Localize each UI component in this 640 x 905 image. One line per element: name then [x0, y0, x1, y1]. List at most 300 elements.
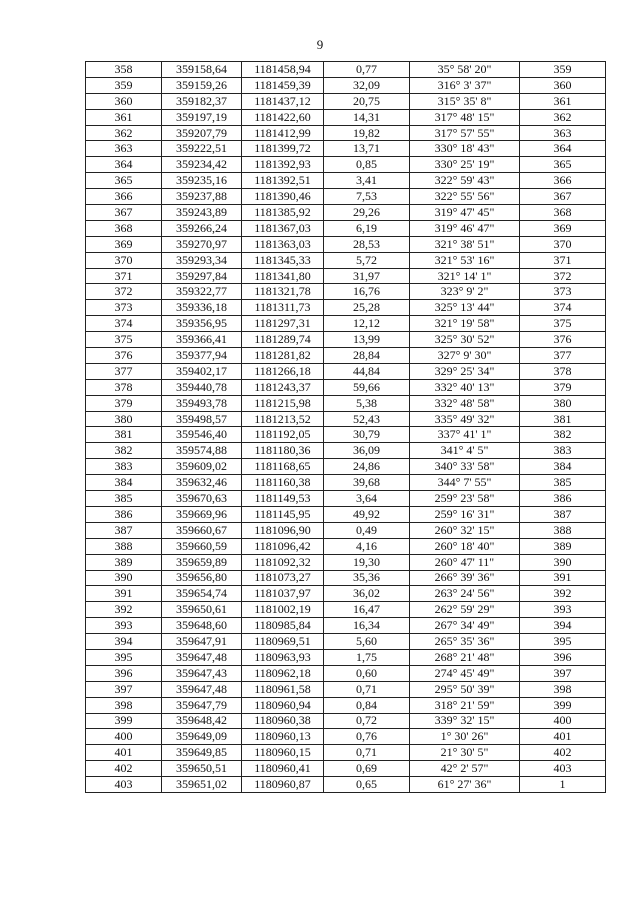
y-coordinate-cell: 1181096,90: [242, 522, 324, 538]
y-coordinate-cell: 1181341,80: [242, 268, 324, 284]
bearing-cell: 341° 4' 5": [410, 443, 520, 459]
distance-cell: 29,26: [324, 205, 410, 221]
x-coordinate-cell: 359322,77: [162, 284, 242, 300]
bearing-cell: 344° 7' 55": [410, 475, 520, 491]
y-coordinate-cell: 1181412,99: [242, 125, 324, 141]
bearing-cell: 267° 34' 49": [410, 618, 520, 634]
y-coordinate-cell: 1180969,51: [242, 634, 324, 650]
next-point-cell: 378: [520, 363, 606, 379]
bearing-cell: 321° 14' 1": [410, 268, 520, 284]
table-row: [86, 141, 606, 157]
bearing-cell: 262° 59' 29": [410, 602, 520, 618]
point-number-cell: 402: [86, 761, 162, 777]
bearing-cell: 322° 59' 43": [410, 173, 520, 189]
next-point-cell: 396: [520, 649, 606, 665]
distance-cell: 0,84: [324, 697, 410, 713]
table-row: [86, 189, 606, 205]
next-point-cell: 388: [520, 522, 606, 538]
bearing-cell: 61° 27' 36": [410, 777, 520, 793]
bearing-cell: 318° 21' 59": [410, 697, 520, 713]
bearing-cell: 329° 25' 34": [410, 363, 520, 379]
x-coordinate-cell: 359297,84: [162, 268, 242, 284]
point-number-cell: 396: [86, 665, 162, 681]
next-point-cell: 381: [520, 411, 606, 427]
point-number-cell: 400: [86, 729, 162, 745]
y-coordinate-cell: 1181180,36: [242, 443, 324, 459]
point-number-cell: 358: [86, 62, 162, 78]
y-coordinate-cell: 1181289,74: [242, 332, 324, 348]
y-coordinate-cell: 1181458,94: [242, 62, 324, 78]
x-coordinate-cell: 359266,24: [162, 220, 242, 236]
distance-cell: 13,99: [324, 332, 410, 348]
x-coordinate-cell: 359656,80: [162, 570, 242, 586]
distance-cell: 28,84: [324, 348, 410, 364]
y-coordinate-cell: 1180960,13: [242, 729, 324, 745]
point-number-cell: 373: [86, 300, 162, 316]
table-row: [86, 506, 606, 522]
distance-cell: 0,71: [324, 745, 410, 761]
table-row: [86, 395, 606, 411]
next-point-cell: 363: [520, 125, 606, 141]
y-coordinate-cell: 1181281,82: [242, 348, 324, 364]
next-point-cell: 392: [520, 586, 606, 602]
bearing-cell: 265° 35' 36": [410, 634, 520, 650]
distance-cell: 0,71: [324, 681, 410, 697]
y-coordinate-cell: 1181297,31: [242, 316, 324, 332]
y-coordinate-cell: 1180960,15: [242, 745, 324, 761]
x-coordinate-cell: 359670,63: [162, 491, 242, 507]
distance-cell: 59,66: [324, 379, 410, 395]
point-number-cell: 361: [86, 109, 162, 125]
table-row: [86, 173, 606, 189]
bearing-cell: 325° 30' 52": [410, 332, 520, 348]
x-coordinate-cell: 359546,40: [162, 427, 242, 443]
next-point-cell: 366: [520, 173, 606, 189]
y-coordinate-cell: 1181399,72: [242, 141, 324, 157]
y-coordinate-cell: 1181367,03: [242, 220, 324, 236]
distance-cell: 36,09: [324, 443, 410, 459]
x-coordinate-cell: 359574,88: [162, 443, 242, 459]
x-coordinate-cell: 359647,79: [162, 697, 242, 713]
table-row: [86, 538, 606, 554]
y-coordinate-cell: 1181392,93: [242, 157, 324, 173]
distance-cell: 0,49: [324, 522, 410, 538]
table-row: [86, 570, 606, 586]
coordinates-table: [85, 61, 606, 793]
bearing-cell: 315° 35' 8": [410, 93, 520, 109]
table-row: [86, 157, 606, 173]
point-number-cell: 393: [86, 618, 162, 634]
point-number-cell: 367: [86, 205, 162, 221]
table-row: [86, 300, 606, 316]
table-row: [86, 586, 606, 602]
next-point-cell: 395: [520, 634, 606, 650]
table-row: [86, 475, 606, 491]
x-coordinate-cell: 359647,48: [162, 681, 242, 697]
distance-cell: 36,02: [324, 586, 410, 602]
table-row: [86, 491, 606, 507]
table-row: [86, 602, 606, 618]
distance-cell: 39,68: [324, 475, 410, 491]
table-row: [86, 109, 606, 125]
next-point-cell: 401: [520, 729, 606, 745]
y-coordinate-cell: 1181213,52: [242, 411, 324, 427]
next-point-cell: 386: [520, 491, 606, 507]
bearing-cell: 323° 9' 2": [410, 284, 520, 300]
distance-cell: 24,86: [324, 459, 410, 475]
point-number-cell: 381: [86, 427, 162, 443]
point-number-cell: 397: [86, 681, 162, 697]
bearing-cell: 317° 57' 55": [410, 125, 520, 141]
y-coordinate-cell: 1181145,95: [242, 506, 324, 522]
point-number-cell: 376: [86, 348, 162, 364]
table-row: [86, 220, 606, 236]
table-row: [86, 125, 606, 141]
table-row: [86, 459, 606, 475]
table-row: [86, 713, 606, 729]
next-point-cell: 387: [520, 506, 606, 522]
y-coordinate-cell: 1180960,87: [242, 777, 324, 793]
x-coordinate-cell: 359234,42: [162, 157, 242, 173]
point-number-cell: 382: [86, 443, 162, 459]
y-coordinate-cell: 1181437,12: [242, 93, 324, 109]
distance-cell: 0,85: [324, 157, 410, 173]
x-coordinate-cell: 359651,02: [162, 777, 242, 793]
distance-cell: 19,30: [324, 554, 410, 570]
y-coordinate-cell: 1181459,39: [242, 77, 324, 93]
distance-cell: 19,82: [324, 125, 410, 141]
next-point-cell: 393: [520, 602, 606, 618]
point-number-cell: 360: [86, 93, 162, 109]
point-number-cell: 368: [86, 220, 162, 236]
distance-cell: 3,41: [324, 173, 410, 189]
distance-cell: 5,38: [324, 395, 410, 411]
x-coordinate-cell: 359377,94: [162, 348, 242, 364]
bearing-cell: 266° 39' 36": [410, 570, 520, 586]
y-coordinate-cell: 1180963,93: [242, 649, 324, 665]
point-number-cell: 386: [86, 506, 162, 522]
distance-cell: 49,92: [324, 506, 410, 522]
bearing-cell: 325° 13' 44": [410, 300, 520, 316]
y-coordinate-cell: 1181311,73: [242, 300, 324, 316]
next-point-cell: 369: [520, 220, 606, 236]
y-coordinate-cell: 1181073,27: [242, 570, 324, 586]
point-number-cell: 392: [86, 602, 162, 618]
x-coordinate-cell: 359660,59: [162, 538, 242, 554]
x-coordinate-cell: 359650,61: [162, 602, 242, 618]
bearing-cell: 260° 47' 11": [410, 554, 520, 570]
bearing-cell: 317° 48' 15": [410, 109, 520, 125]
next-point-cell: 389: [520, 538, 606, 554]
point-number-cell: 391: [86, 586, 162, 602]
distance-cell: 0,65: [324, 777, 410, 793]
bearing-cell: 263° 24' 56": [410, 586, 520, 602]
table-row: [86, 729, 606, 745]
point-number-cell: 359: [86, 77, 162, 93]
table-row: [86, 634, 606, 650]
table-row: [86, 665, 606, 681]
bearing-cell: 335° 49' 32": [410, 411, 520, 427]
bearing-cell: 259° 23' 58": [410, 491, 520, 507]
y-coordinate-cell: 1180960,38: [242, 713, 324, 729]
distance-cell: 52,43: [324, 411, 410, 427]
x-coordinate-cell: 359650,51: [162, 761, 242, 777]
next-point-cell: 364: [520, 141, 606, 157]
y-coordinate-cell: 1180961,58: [242, 681, 324, 697]
table-row: [86, 411, 606, 427]
y-coordinate-cell: 1181266,18: [242, 363, 324, 379]
x-coordinate-cell: 359402,17: [162, 363, 242, 379]
bearing-cell: 332° 48' 58": [410, 395, 520, 411]
next-point-cell: 394: [520, 618, 606, 634]
x-coordinate-cell: 359440,78: [162, 379, 242, 395]
distance-cell: 16,47: [324, 602, 410, 618]
x-coordinate-cell: 359669,96: [162, 506, 242, 522]
next-point-cell: 398: [520, 681, 606, 697]
distance-cell: 13,71: [324, 141, 410, 157]
table-row: [86, 443, 606, 459]
point-number-cell: 388: [86, 538, 162, 554]
bearing-cell: 268° 21' 48": [410, 649, 520, 665]
next-point-cell: 365: [520, 157, 606, 173]
bearing-cell: 321° 38' 51": [410, 236, 520, 252]
x-coordinate-cell: 359659,89: [162, 554, 242, 570]
table-row: [86, 363, 606, 379]
bearing-cell: 35° 58' 20": [410, 62, 520, 78]
point-number-cell: 374: [86, 316, 162, 332]
y-coordinate-cell: 1181392,51: [242, 173, 324, 189]
next-point-cell: 402: [520, 745, 606, 761]
point-number-cell: 403: [86, 777, 162, 793]
y-coordinate-cell: 1181385,92: [242, 205, 324, 221]
distance-cell: 0,60: [324, 665, 410, 681]
point-number-cell: 364: [86, 157, 162, 173]
table-row: [86, 332, 606, 348]
x-coordinate-cell: 359158,64: [162, 62, 242, 78]
distance-cell: 0,76: [324, 729, 410, 745]
y-coordinate-cell: 1181149,53: [242, 491, 324, 507]
distance-cell: 20,75: [324, 93, 410, 109]
x-coordinate-cell: 359647,43: [162, 665, 242, 681]
next-point-cell: 373: [520, 284, 606, 300]
table-row: [86, 554, 606, 570]
point-number-cell: 375: [86, 332, 162, 348]
table-row: [86, 761, 606, 777]
x-coordinate-cell: 359648,42: [162, 713, 242, 729]
coordinates-table-body: [86, 62, 606, 793]
bearing-cell: 330° 25' 19": [410, 157, 520, 173]
x-coordinate-cell: 359243,89: [162, 205, 242, 221]
next-point-cell: 379: [520, 379, 606, 395]
y-coordinate-cell: 1181215,98: [242, 395, 324, 411]
distance-cell: 12,12: [324, 316, 410, 332]
table-row: [86, 777, 606, 793]
x-coordinate-cell: 359197,19: [162, 109, 242, 125]
y-coordinate-cell: 1180960,94: [242, 697, 324, 713]
next-point-cell: 385: [520, 475, 606, 491]
distance-cell: 35,36: [324, 570, 410, 586]
bearing-cell: 259° 16' 31": [410, 506, 520, 522]
next-point-cell: 383: [520, 443, 606, 459]
bearing-cell: 322° 55' 56": [410, 189, 520, 205]
distance-cell: 44,84: [324, 363, 410, 379]
distance-cell: 5,72: [324, 252, 410, 268]
distance-cell: 5,60: [324, 634, 410, 650]
point-number-cell: 395: [86, 649, 162, 665]
bearing-cell: 332° 40' 13": [410, 379, 520, 395]
x-coordinate-cell: 359647,48: [162, 649, 242, 665]
table-row: [86, 284, 606, 300]
table-row: [86, 316, 606, 332]
bearing-cell: 327° 9' 30": [410, 348, 520, 364]
y-coordinate-cell: 1181321,78: [242, 284, 324, 300]
x-coordinate-cell: 359649,85: [162, 745, 242, 761]
x-coordinate-cell: 359159,26: [162, 77, 242, 93]
next-point-cell: 362: [520, 109, 606, 125]
bearing-cell: 321° 19' 58": [410, 316, 520, 332]
y-coordinate-cell: 1181037,97: [242, 586, 324, 602]
distance-cell: 4,16: [324, 538, 410, 554]
y-coordinate-cell: 1180962,18: [242, 665, 324, 681]
distance-cell: 28,53: [324, 236, 410, 252]
next-point-cell: 376: [520, 332, 606, 348]
point-number-cell: 390: [86, 570, 162, 586]
point-number-cell: 401: [86, 745, 162, 761]
table-row: [86, 697, 606, 713]
table-row: [86, 348, 606, 364]
distance-cell: 30,79: [324, 427, 410, 443]
y-coordinate-cell: 1181002,19: [242, 602, 324, 618]
next-point-cell: 1: [520, 777, 606, 793]
table-row: [86, 252, 606, 268]
next-point-cell: 375: [520, 316, 606, 332]
distance-cell: 14,31: [324, 109, 410, 125]
table-row: [86, 205, 606, 221]
table-row: [86, 522, 606, 538]
point-number-cell: 362: [86, 125, 162, 141]
point-number-cell: 363: [86, 141, 162, 157]
x-coordinate-cell: 359237,88: [162, 189, 242, 205]
table-row: [86, 77, 606, 93]
next-point-cell: 361: [520, 93, 606, 109]
y-coordinate-cell: 1181390,46: [242, 189, 324, 205]
point-number-cell: 387: [86, 522, 162, 538]
distance-cell: 1,75: [324, 649, 410, 665]
next-point-cell: 397: [520, 665, 606, 681]
distance-cell: 25,28: [324, 300, 410, 316]
next-point-cell: 370: [520, 236, 606, 252]
table-row: [86, 268, 606, 284]
x-coordinate-cell: 359182,37: [162, 93, 242, 109]
next-point-cell: 367: [520, 189, 606, 205]
x-coordinate-cell: 359649,09: [162, 729, 242, 745]
next-point-cell: 360: [520, 77, 606, 93]
next-point-cell: 390: [520, 554, 606, 570]
table-row: [86, 236, 606, 252]
point-number-cell: 378: [86, 379, 162, 395]
y-coordinate-cell: 1181363,03: [242, 236, 324, 252]
distance-cell: 0,77: [324, 62, 410, 78]
x-coordinate-cell: 359366,41: [162, 332, 242, 348]
distance-cell: 31,97: [324, 268, 410, 284]
point-number-cell: 379: [86, 395, 162, 411]
x-coordinate-cell: 359270,97: [162, 236, 242, 252]
x-coordinate-cell: 359207,79: [162, 125, 242, 141]
distance-cell: 7,53: [324, 189, 410, 205]
point-number-cell: 366: [86, 189, 162, 205]
bearing-cell: 337° 41' 1": [410, 427, 520, 443]
distance-cell: 6,19: [324, 220, 410, 236]
next-point-cell: 399: [520, 697, 606, 713]
distance-cell: 3,64: [324, 491, 410, 507]
bearing-cell: 339° 32' 15": [410, 713, 520, 729]
table-row: [86, 379, 606, 395]
next-point-cell: 400: [520, 713, 606, 729]
next-point-cell: 371: [520, 252, 606, 268]
y-coordinate-cell: 1181168,65: [242, 459, 324, 475]
y-coordinate-cell: 1180985,84: [242, 618, 324, 634]
distance-cell: 0,72: [324, 713, 410, 729]
bearing-cell: 21° 30' 5": [410, 745, 520, 761]
bearing-cell: 319° 47' 45": [410, 205, 520, 221]
y-coordinate-cell: 1180960,41: [242, 761, 324, 777]
bearing-cell: 260° 18' 40": [410, 538, 520, 554]
next-point-cell: 403: [520, 761, 606, 777]
page-number: 9: [316, 37, 324, 52]
x-coordinate-cell: 359235,16: [162, 173, 242, 189]
point-number-cell: 377: [86, 363, 162, 379]
point-number-cell: 383: [86, 459, 162, 475]
next-point-cell: 384: [520, 459, 606, 475]
x-coordinate-cell: 359609,02: [162, 459, 242, 475]
next-point-cell: 377: [520, 348, 606, 364]
table-row: [86, 93, 606, 109]
bearing-cell: 340° 33' 58": [410, 459, 520, 475]
next-point-cell: 380: [520, 395, 606, 411]
next-point-cell: 368: [520, 205, 606, 221]
x-coordinate-cell: 359222,51: [162, 141, 242, 157]
table-row: [86, 745, 606, 761]
y-coordinate-cell: 1181160,38: [242, 475, 324, 491]
y-coordinate-cell: 1181422,60: [242, 109, 324, 125]
bearing-cell: 319° 46' 47": [410, 220, 520, 236]
bearing-cell: 316° 3' 37": [410, 77, 520, 93]
distance-cell: 0,69: [324, 761, 410, 777]
distance-cell: 32,09: [324, 77, 410, 93]
x-coordinate-cell: 359632,46: [162, 475, 242, 491]
distance-cell: 16,76: [324, 284, 410, 300]
x-coordinate-cell: 359493,78: [162, 395, 242, 411]
table-row: [86, 618, 606, 634]
x-coordinate-cell: 359336,18: [162, 300, 242, 316]
y-coordinate-cell: 1181096,42: [242, 538, 324, 554]
x-coordinate-cell: 359356,95: [162, 316, 242, 332]
bearing-cell: 330° 18' 43": [410, 141, 520, 157]
x-coordinate-cell: 359647,91: [162, 634, 242, 650]
bearing-cell: 321° 53' 16": [410, 252, 520, 268]
table-row: [86, 681, 606, 697]
table-row: [86, 649, 606, 665]
x-coordinate-cell: 359648,60: [162, 618, 242, 634]
next-point-cell: 372: [520, 268, 606, 284]
point-number-cell: 394: [86, 634, 162, 650]
bearing-cell: 1° 30' 26": [410, 729, 520, 745]
point-number-cell: 398: [86, 697, 162, 713]
next-point-cell: 374: [520, 300, 606, 316]
x-coordinate-cell: 359293,34: [162, 252, 242, 268]
point-number-cell: 365: [86, 173, 162, 189]
x-coordinate-cell: 359654,74: [162, 586, 242, 602]
